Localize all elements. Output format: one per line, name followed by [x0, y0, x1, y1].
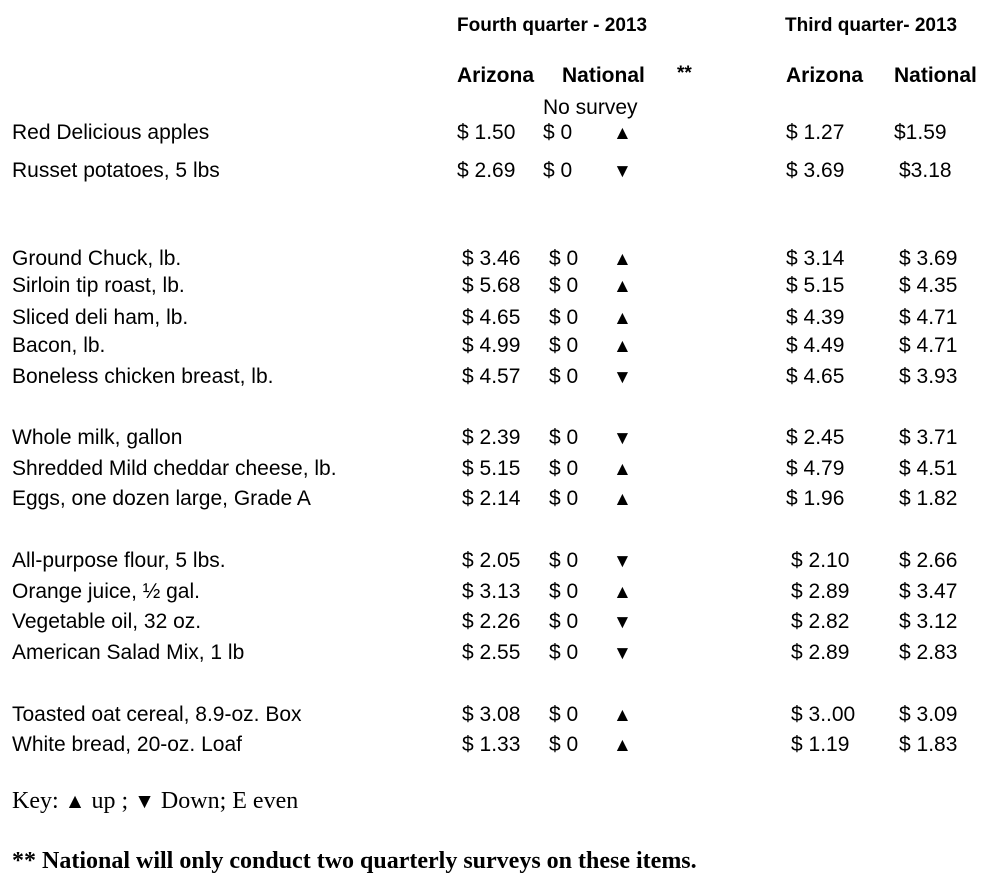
item-name: Russet potatoes, 5 lbs — [12, 159, 220, 182]
national-q3-price: $ 4.35 — [899, 274, 958, 297]
arizona-q4-price: $ 1.50 — [457, 121, 516, 144]
national-q3-price: $1.59 — [894, 121, 947, 144]
national-q4-price: $ 0 — [549, 733, 579, 756]
key-up-text: up ; — [91, 788, 129, 814]
arizona-q4-price: $ 3.13 — [462, 580, 521, 603]
arizona-q3-price: $ 4.79 — [786, 457, 845, 480]
item-name: All-purpose flour, 5 lbs. — [12, 549, 226, 572]
item-name: Sliced deli ham, lb. — [12, 306, 189, 329]
item-name: Vegetable oil, 32 oz. — [12, 610, 202, 633]
item-name: Boneless chicken breast, lb. — [12, 365, 274, 388]
national-q3-price: $ 3.71 — [899, 426, 958, 449]
arizona-q3-price: $ 1.27 — [786, 121, 845, 144]
arizona-q3-price: $ 4.39 — [786, 306, 845, 329]
arizona-q3-price: $ 3.69 — [786, 159, 845, 182]
footnote: ** National will only conduct two quarterly surveys on these items. — [12, 848, 697, 874]
national-q3-price: $ 4.71 — [899, 306, 958, 329]
national-q4-price: $ 0 — [549, 247, 579, 270]
item-name: Bacon, lb. — [12, 334, 106, 357]
arizona-q3-price: $ 3..00 — [791, 703, 856, 726]
arizona-q4-price: $ 4.57 — [462, 365, 521, 388]
national-q4-price: $ 0 — [549, 274, 579, 297]
up-arrow-icon: ▲ — [613, 489, 632, 510]
arizona-q4-price: $ 5.15 — [462, 457, 521, 480]
item-name: Whole milk, gallon — [12, 426, 183, 449]
national-q3-price: $ 3.69 — [899, 247, 958, 270]
item-name: Red Delicious apples — [12, 121, 210, 144]
up-arrow-icon: ▲ — [613, 459, 632, 480]
up-arrow-icon: ▲ — [613, 249, 632, 270]
down-arrow-icon: ▼ — [613, 367, 632, 388]
national-q4-price: $ 0 — [549, 457, 579, 480]
up-arrow-icon: ▲ — [613, 582, 632, 603]
national-q4-price: $ 0 — [549, 365, 579, 388]
national-q3-price: $ 3.47 — [899, 580, 958, 603]
national-q4-price: $ 0 — [549, 426, 579, 449]
national-q3-price: $ 2.83 — [899, 641, 958, 664]
arizona-q4-price: $ 2.05 — [462, 549, 521, 572]
national-q4-price: $ 0 — [549, 306, 579, 329]
arizona-q4-price: $ 2.39 — [462, 426, 521, 449]
item-name: Shredded Mild cheddar cheese, lb. — [12, 457, 337, 480]
arizona-q3-price: $ 3.14 — [786, 247, 845, 270]
arizona-q4-price: $ 4.99 — [462, 334, 521, 357]
up-arrow-icon: ▲ — [613, 123, 632, 144]
arizona-q4-price: $ 3.08 — [462, 703, 521, 726]
item-name: American Salad Mix, 1 lb — [12, 641, 245, 664]
arizona-q3-price: $ 1.96 — [786, 487, 845, 510]
national-q4-price: $ 0 — [549, 487, 579, 510]
arizona-q4-price: $ 2.14 — [462, 487, 521, 510]
q3-national-header: National — [894, 64, 977, 87]
down-arrow-icon: ▼ — [134, 789, 155, 813]
arizona-q3-price: $ 2.82 — [791, 610, 850, 633]
q3-title: Third quarter- 2013 — [785, 15, 958, 36]
key-down-text: Down; — [160, 788, 227, 814]
legend-key — [12, 788, 298, 815]
down-arrow-icon: ▼ — [613, 551, 632, 572]
arizona-q3-price: $ 4.65 — [786, 365, 845, 388]
note-marker: ** — [677, 63, 692, 84]
national-q3-price: $ 1.83 — [899, 733, 958, 756]
national-q4-price: $ 0 — [549, 703, 579, 726]
up-arrow-icon: ▲ — [613, 735, 632, 756]
up-arrow-icon: ▲ — [613, 308, 632, 329]
national-q3-price: $ 4.71 — [899, 334, 958, 357]
national-q3-price: $ 2.66 — [899, 549, 958, 572]
q4-title: Fourth quarter - 2013 — [457, 15, 648, 36]
item-name: Ground Chuck, lb. — [12, 247, 182, 270]
arizona-q3-price: $ 4.49 — [786, 334, 845, 357]
national-q3-price: $3.18 — [899, 159, 952, 182]
arizona-q4-price: $ 2.55 — [462, 641, 521, 664]
item-name: Orange juice, ½ gal. — [12, 580, 200, 603]
down-arrow-icon: ▼ — [613, 643, 632, 664]
no-survey-label: No survey — [543, 96, 638, 119]
arizona-q3-price: $ 2.10 — [791, 549, 850, 572]
q4-national-header: National — [562, 64, 645, 87]
up-arrow-icon: ▲ — [613, 705, 632, 726]
arizona-q3-price: $ 2.45 — [786, 426, 845, 449]
national-q3-price: $ 1.82 — [899, 487, 958, 510]
up-arrow-icon: ▲ — [613, 276, 632, 297]
national-q3-price: $ 4.51 — [899, 457, 958, 480]
up-arrow-icon: ▲ — [64, 789, 86, 813]
national-q4-price: $ 0 — [549, 641, 579, 664]
arizona-q3-price: $ 2.89 — [791, 580, 850, 603]
item-name: Eggs, one dozen large, Grade A — [12, 487, 311, 510]
national-q4-price: $ 0 — [549, 610, 579, 633]
item-name: Toasted oat cereal, 8.9-oz. Box — [12, 703, 302, 726]
national-q3-price: $ 3.12 — [899, 610, 958, 633]
arizona-q4-price: $ 5.68 — [462, 274, 521, 297]
q3-arizona-header: Arizona — [786, 64, 864, 87]
key-even-text: E even — [232, 788, 299, 814]
item-name: Sirloin tip roast, lb. — [12, 274, 185, 297]
down-arrow-icon: ▼ — [613, 428, 632, 449]
item-name: White bread, 20-oz. Loaf — [12, 733, 242, 756]
national-q3-price: $ 3.93 — [899, 365, 958, 388]
national-q4-price: $ 0 — [543, 121, 573, 144]
arizona-q4-price: $ 1.33 — [462, 733, 521, 756]
arizona-q3-price: $ 5.15 — [786, 274, 845, 297]
q4-arizona-header: Arizona — [457, 64, 535, 87]
arizona-q4-price: $ 2.26 — [462, 610, 521, 633]
arizona-q4-price: $ 4.65 — [462, 306, 521, 329]
key-label: Key: — [12, 788, 59, 814]
down-arrow-icon: ▼ — [613, 161, 632, 182]
national-q4-price: $ 0 — [549, 580, 579, 603]
arizona-q4-price: $ 2.69 — [457, 159, 516, 182]
arizona-q3-price: $ 1.19 — [791, 733, 850, 756]
national-q4-price: $ 0 — [549, 549, 579, 572]
national-q4-price: $ 0 — [549, 334, 579, 357]
national-q4-price: $ 0 — [543, 159, 573, 182]
arizona-q4-price: $ 3.46 — [462, 247, 521, 270]
down-arrow-icon: ▼ — [613, 612, 632, 633]
up-arrow-icon: ▲ — [613, 336, 632, 357]
arizona-q3-price: $ 2.89 — [791, 641, 850, 664]
national-q3-price: $ 3.09 — [899, 703, 958, 726]
